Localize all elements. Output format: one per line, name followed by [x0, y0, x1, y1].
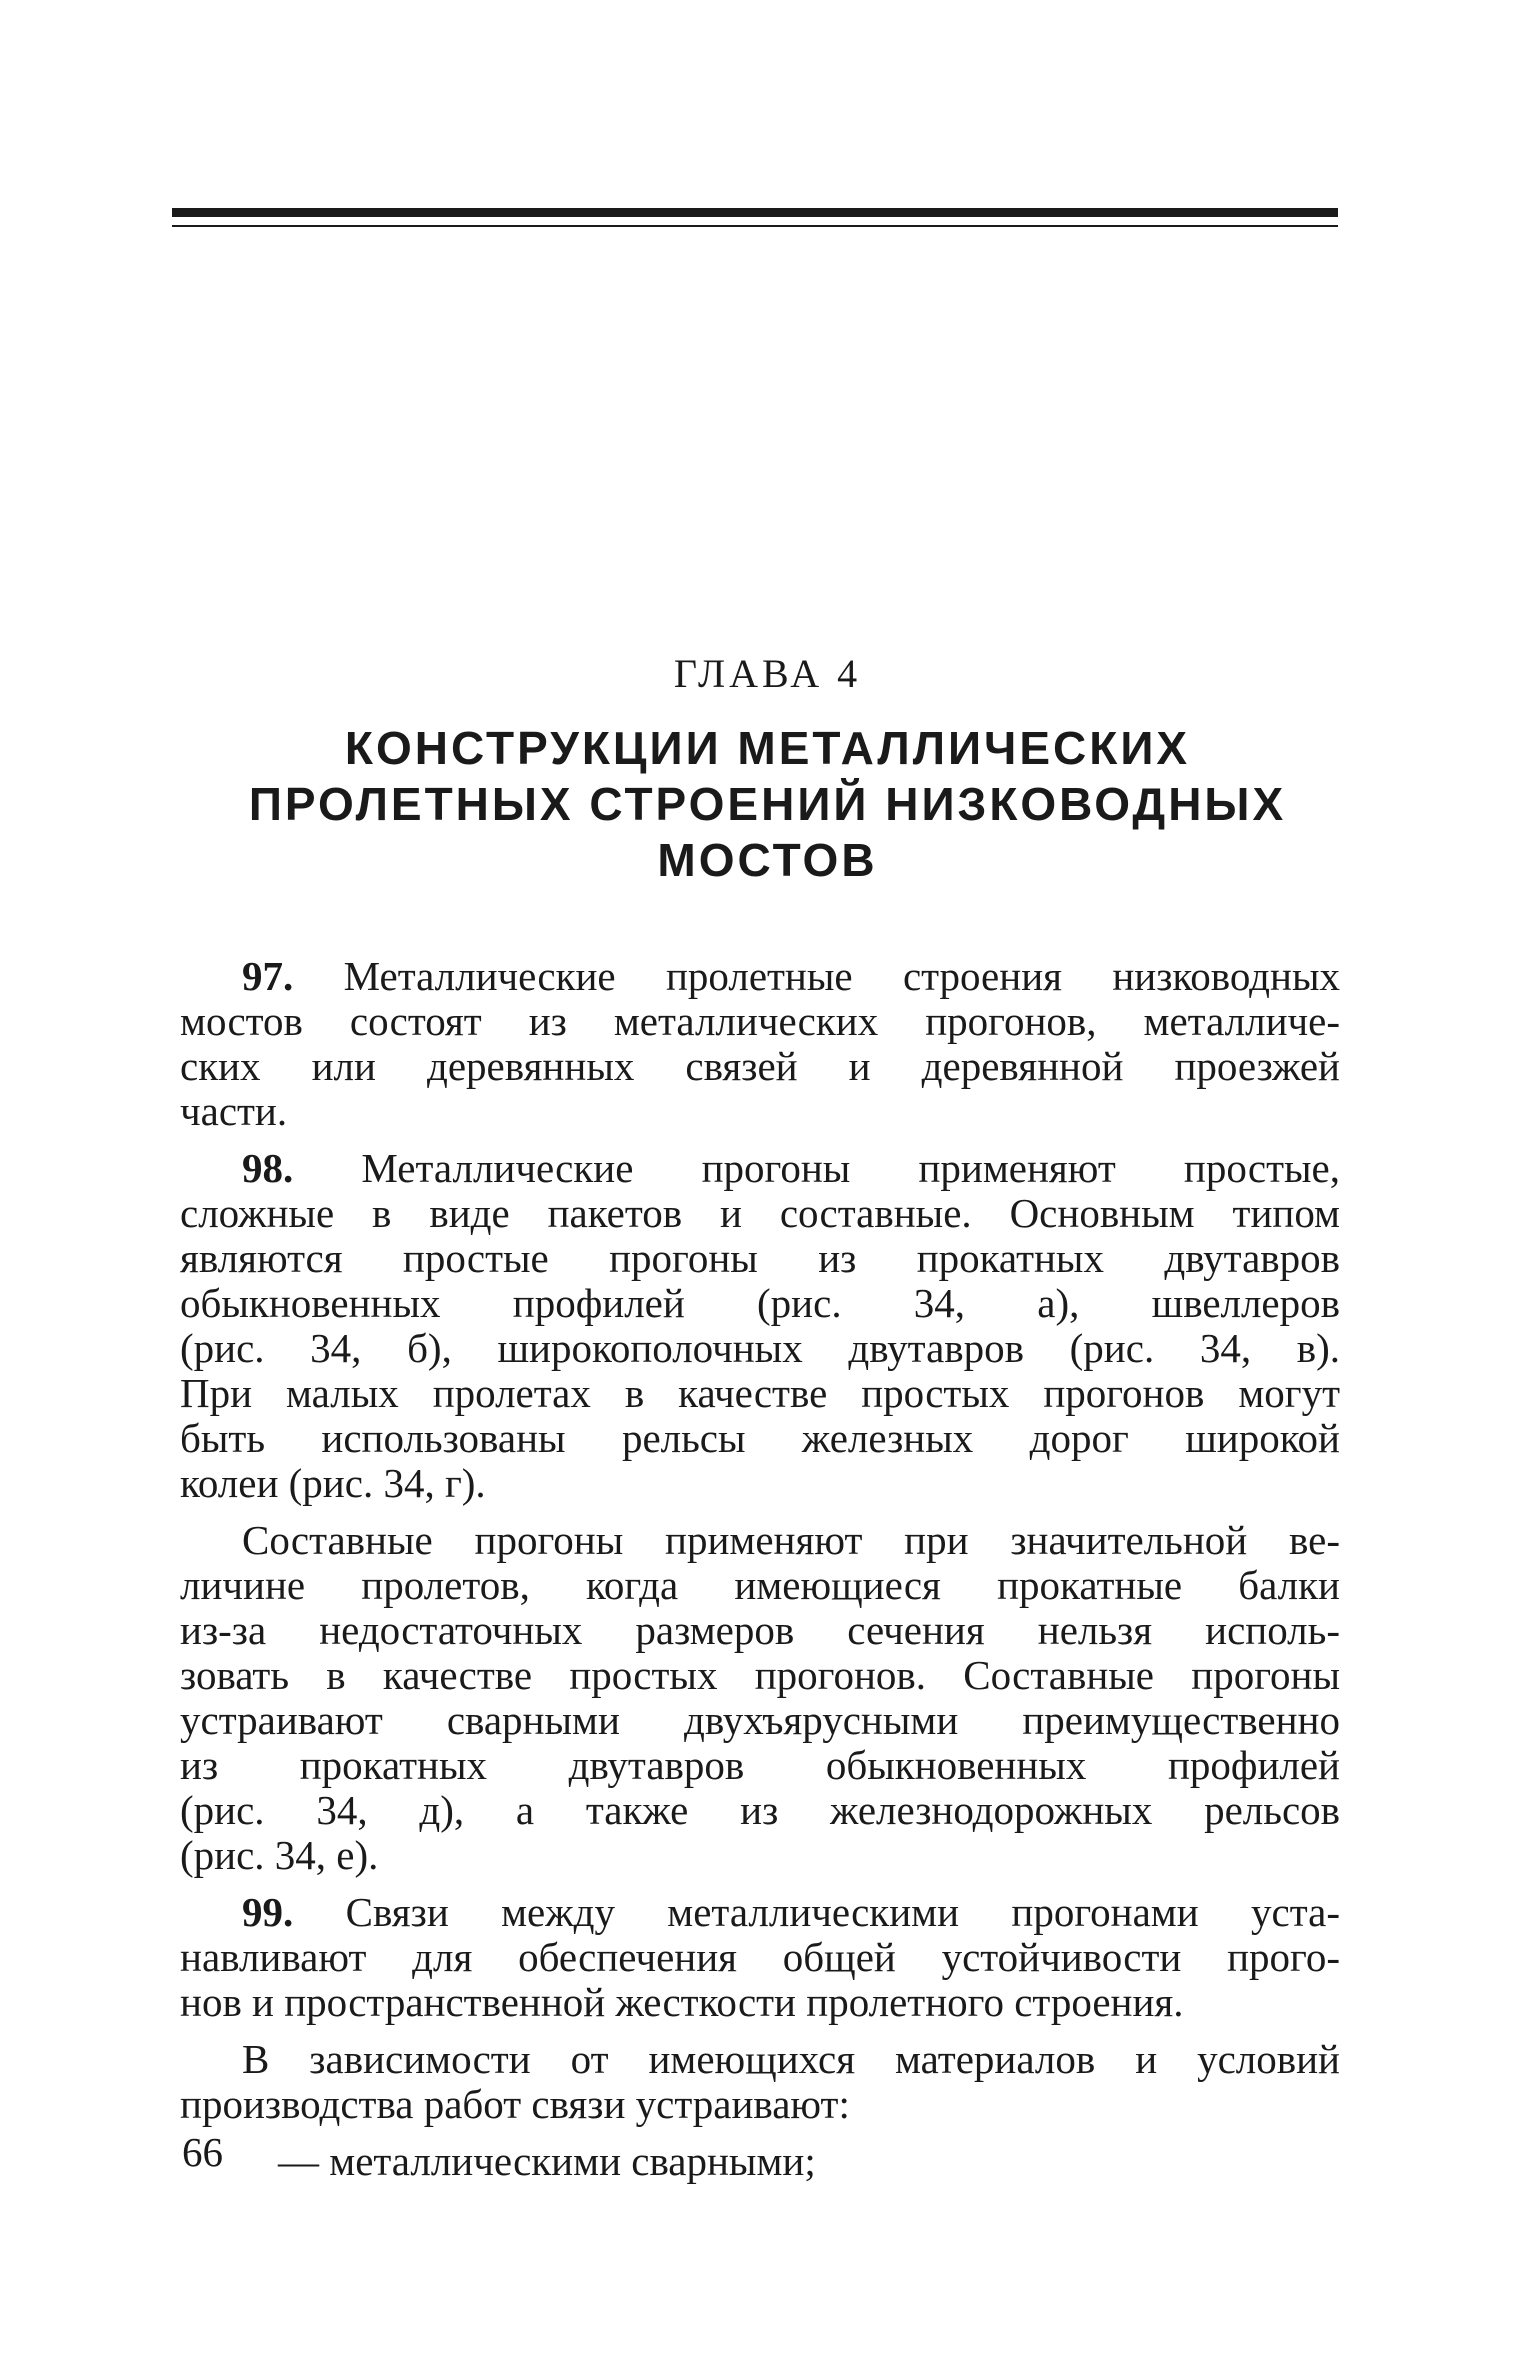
text-line: являются простые прогоны из прокатных двутавров	[180, 1235, 1340, 1281]
text-line: При малых пролетах в качестве простых прогонов могут	[180, 1370, 1340, 1416]
paragraph-number: 97.	[242, 953, 294, 999]
text-line	[180, 954, 1340, 999]
paragraph-dependence	[180, 2037, 1340, 2127]
text-line: из прокатных двутавров обыкновенных профилей	[180, 1742, 1340, 1788]
paragraph-number: 99.	[242, 1889, 294, 1935]
text-line: ских или деревянных связей и деревянной проезжей	[180, 1043, 1340, 1089]
text-line: быть использованы рельсы железных дорог широкой	[180, 1415, 1340, 1461]
text-line: части.	[180, 1088, 288, 1134]
text-line	[180, 1146, 1340, 1191]
chapter-label: ГЛАВА 4	[673, 651, 862, 696]
chapter-title-line: КОНСТРУКЦИИ МЕТАЛЛИЧЕСКИХ	[344, 722, 1191, 774]
paragraph-number: 98.	[242, 1145, 294, 1191]
text-line	[180, 1890, 1340, 1935]
chapter-title	[0, 720, 1535, 888]
chapter-title-line: МОСТОВ	[657, 834, 878, 886]
body-text	[180, 954, 1340, 2184]
paragraph-composite-girders	[180, 1518, 1340, 1878]
text-line: (рис. 34, е).	[180, 1832, 379, 1878]
page-number: 66	[182, 2129, 223, 2175]
text-line: Составные прогоны применяют при значительной ве-	[242, 1517, 1340, 1563]
text-line: мостов состоят из металлических прогонов, металличе-	[180, 998, 1340, 1044]
text-line: обыкновенных профилей (рис. 34, а), швеллеров	[180, 1280, 1340, 1326]
line-text: Металлические прогоны применяют простые,	[293, 1145, 1340, 1191]
header-rule-thick	[172, 208, 1338, 217]
text-line: В зависимости от имеющихся материалов и условий	[242, 2036, 1340, 2082]
header-rule-thin	[172, 225, 1338, 227]
line-text: Металлические пролетные строения низководных	[293, 953, 1340, 999]
chapter-title-line: ПРОЛЕТНЫХ СТРОЕНИЙ НИЗКОВОДНЫХ	[248, 778, 1287, 830]
list-item	[180, 2139, 1340, 2184]
paragraph-97	[180, 954, 1340, 1134]
text-line: колеи (рис. 34, г).	[180, 1460, 486, 1506]
text-line: личине пролетов, когда имеющиеся прокатные балки	[180, 1562, 1340, 1608]
text-line: (рис. 34, б), широкополочных двутавров (рис. 34, в).	[180, 1325, 1340, 1371]
text-line: устраивают сварными двухъярусными преимущественно	[180, 1697, 1340, 1743]
paragraph-98	[180, 1146, 1340, 1506]
text-line: — металлическими сварными;	[278, 2138, 816, 2184]
text-line: нов и пространственной жесткости пролетного строения.	[180, 1979, 1184, 2025]
text-line: зовать в качестве простых прогонов. Составные прогоны	[180, 1652, 1340, 1698]
text-line: из-за недостаточных размеров сечения нельзя исполь-	[180, 1607, 1340, 1653]
text-line: (рис. 34, д), а также из железнодорожных рельсов	[180, 1787, 1340, 1833]
line-text: Связи между металлическими прогонами уста-	[293, 1889, 1340, 1935]
paragraph-99	[180, 1890, 1340, 2025]
text-line: производства работ связи устраивают:	[180, 2081, 850, 2127]
text-line: сложные в виде пакетов и составные. Основным типом	[180, 1190, 1340, 1236]
text-line: навливают для обеспечения общей устойчивости прого-	[180, 1934, 1340, 1980]
